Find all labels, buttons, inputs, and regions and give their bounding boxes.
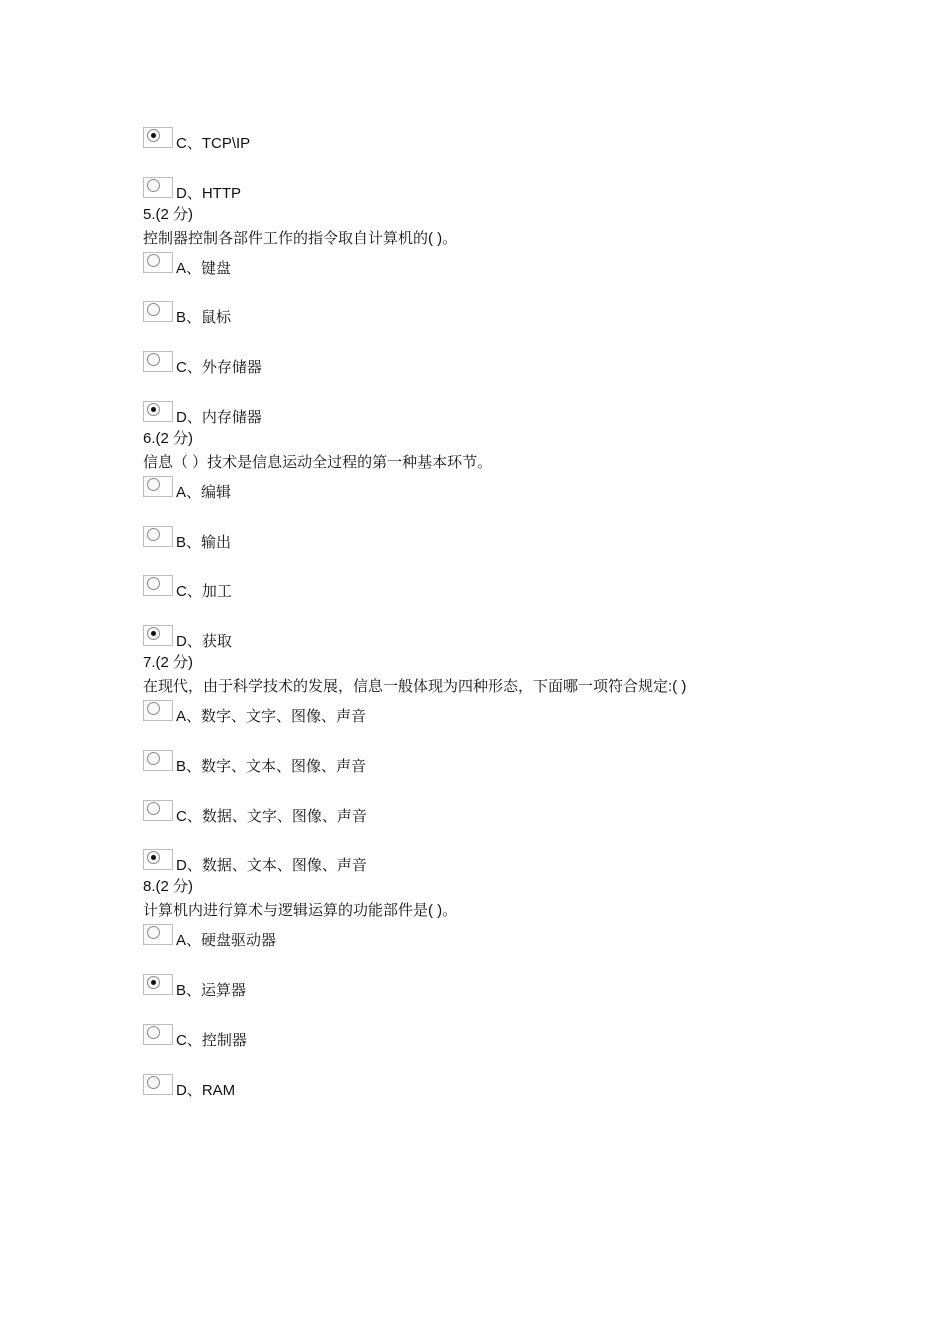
question-number: 5.(2 分) xyxy=(143,205,194,223)
radio-empty-icon xyxy=(147,303,160,316)
radio-button[interactable] xyxy=(143,252,173,273)
option-label: B、数字、文本、图像、声音 xyxy=(176,757,367,775)
radio-empty-icon xyxy=(147,254,160,267)
radio-selected-icon xyxy=(147,627,160,640)
option-label: A、键盘 xyxy=(176,259,232,277)
radio-dot-icon xyxy=(151,407,156,412)
option-label: D、内存储器 xyxy=(176,409,262,426)
option-label: D、获取 xyxy=(176,633,232,651)
radio-button[interactable] xyxy=(143,301,173,322)
question-text: 计算机内进行算术与逻辑运算的功能部件是( )。 xyxy=(143,902,458,920)
radio-button[interactable] xyxy=(143,800,173,821)
radio-empty-icon xyxy=(147,528,160,541)
radio-dot-icon xyxy=(151,133,156,138)
radio-empty-icon xyxy=(147,926,160,939)
option-label: A、数字、文字、图像、声音 xyxy=(176,708,367,725)
option-label: C、加工 xyxy=(176,583,232,601)
radio-empty-icon xyxy=(147,353,160,366)
option-label: C、数据、文字、图像、声音 xyxy=(176,807,367,825)
option-label: D、数据、文本、图像、声音 xyxy=(176,857,367,875)
option-label: B、运算器 xyxy=(176,982,247,999)
radio-button[interactable] xyxy=(143,575,173,596)
option-label: D、RAM xyxy=(176,1081,236,1099)
question-number: 8.(2 分) xyxy=(143,878,194,896)
radio-dot-icon xyxy=(151,855,156,860)
radio-button[interactable] xyxy=(143,625,173,646)
radio-button[interactable] xyxy=(143,351,173,372)
option-label: A、编辑 xyxy=(176,483,232,501)
option-label: D、HTTP xyxy=(176,184,241,202)
radio-button[interactable] xyxy=(143,974,173,995)
option-label: C、外存储器 xyxy=(176,359,262,377)
radio-button[interactable] xyxy=(143,401,173,422)
option-label: B、鼠标 xyxy=(176,309,232,327)
option-label: C、TCP\IP xyxy=(176,135,251,152)
radio-button[interactable] xyxy=(143,476,173,497)
radio-button[interactable] xyxy=(143,750,173,771)
radio-button[interactable] xyxy=(143,849,173,870)
radio-empty-icon xyxy=(147,802,160,815)
radio-empty-icon xyxy=(147,577,160,590)
radio-dot-icon xyxy=(151,631,156,636)
radio-empty-icon xyxy=(147,179,160,192)
radio-dot-icon xyxy=(151,980,156,985)
question-number: 7.(2 分) xyxy=(143,654,194,671)
question-text: 控制器控制各部件工作的指令取自计算机的( )。 xyxy=(143,229,458,247)
option-label: A、硬盘驱动器 xyxy=(176,932,277,950)
radio-empty-icon xyxy=(147,752,160,765)
radio-selected-icon xyxy=(147,851,160,864)
radio-button[interactable] xyxy=(143,526,173,547)
question-number: 6.(2 分) xyxy=(143,429,194,447)
radio-button[interactable] xyxy=(143,1024,173,1045)
radio-button[interactable] xyxy=(143,1074,173,1095)
radio-selected-icon xyxy=(147,403,160,416)
radio-button[interactable] xyxy=(143,924,173,945)
radio-button[interactable] xyxy=(143,700,173,721)
radio-empty-icon xyxy=(147,1076,160,1089)
radio-selected-icon xyxy=(147,976,160,989)
radio-empty-icon xyxy=(147,1026,160,1039)
option-label: B、输出 xyxy=(176,533,232,551)
radio-button[interactable] xyxy=(143,177,173,198)
radio-empty-icon xyxy=(147,478,160,491)
radio-selected-icon xyxy=(147,129,160,142)
radio-empty-icon xyxy=(147,702,160,715)
option-label: C、控制器 xyxy=(176,1031,247,1049)
question-text: 信息（ ）技术是信息运动全过程的第一种基本环节。 xyxy=(143,453,493,471)
question-text: 在现代，由于科学技术的发展，信息一般体现为四种形态，下面哪一项符合规定:( ) xyxy=(143,678,687,695)
radio-button[interactable] xyxy=(143,127,173,148)
